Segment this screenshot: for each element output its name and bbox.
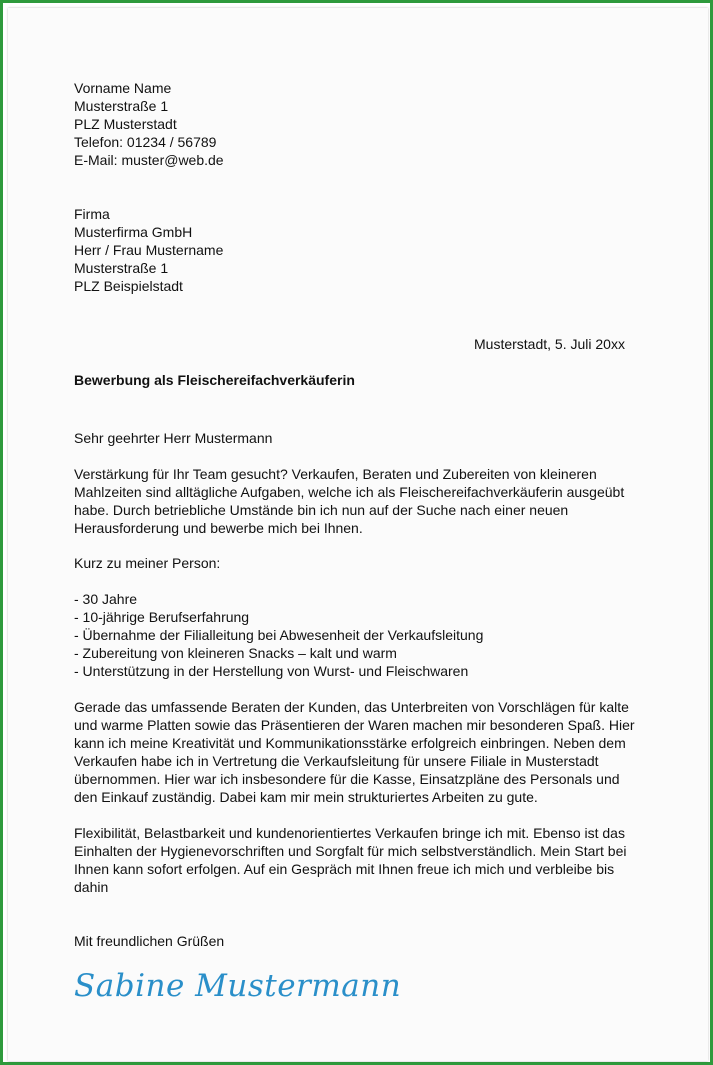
paragraph-line: und warme Platten sowie das Präsentieren der Waren machen mir besonderen Spaß. Hier: [74, 717, 635, 733]
paragraph-line: den Einkauf zuständig. Dabei kam mir mein strukturiertes Arbeiten zu gute.: [74, 789, 538, 805]
salutation-text: Sehr geehrter Herr Mustermann: [74, 430, 273, 446]
recipient-city: PLZ Beispielstadt: [74, 278, 183, 294]
signature-text: Sabine Mustermann: [74, 968, 402, 1004]
list-item: - Zubereitung von kleineren Snacks – kalt und warm: [74, 645, 397, 661]
paragraph-line: habe. Durch betriebliche Umstände bin ich nun auf der Suche nach einer neuen: [74, 502, 569, 518]
letter-page: [8, 8, 708, 1061]
paragraph-intro: [74, 465, 644, 537]
salutation: [74, 429, 272, 447]
closing: [74, 932, 224, 950]
list-item: - Unterstützung in der Herstellung von Wurst- und Fleischwaren: [74, 663, 469, 679]
handwritten-signature: [74, 958, 402, 1015]
recipient-contact: Herr / Frau Mustername: [74, 242, 224, 258]
recipient-company: Musterfirma GmbH: [74, 224, 193, 240]
qualification-list: [74, 590, 483, 680]
recipient-address: [74, 205, 223, 295]
list-item: - 10-jährige Berufserfahrung: [74, 609, 250, 625]
sender-street: Musterstraße 1: [74, 98, 169, 114]
paragraph-line: dahin: [74, 879, 109, 895]
sender-phone: Telefon: 01234 / 56789: [74, 134, 217, 150]
paragraph-line: Flexibilität, Belastbarkeit und kundenorientiertes Verkaufen bringe ich mit. Ebenso ist das: [74, 825, 625, 841]
subject-text: Bewerbung als Fleischereifachverkäuferin: [74, 372, 355, 388]
list-item: - Übernahme der Filialleitung bei Abwesenheit der Verkaufsleitung: [74, 627, 484, 643]
list-item: - 30 Jahre: [74, 591, 138, 607]
recipient-label: Firma: [74, 206, 110, 222]
recipient-street: Musterstraße 1: [74, 260, 169, 276]
paragraph-line: Mahlzeiten sind alltägliche Aufgaben, welche ich als Fleischereifachverkäuferin ausgeübt: [74, 484, 625, 500]
paragraph-line: Verstärkung für Ihr Team gesucht? Verkaufen, Beraten und Zubereiten von kleineren: [74, 466, 597, 482]
person-heading: [74, 554, 220, 572]
closing-text: Mit freundlichen Grüßen: [74, 933, 225, 949]
person-heading-text: Kurz zu meiner Person:: [74, 555, 221, 571]
sender-address: [74, 79, 224, 169]
date-line: Musterstadt, 5. Juli 20xx: [474, 336, 625, 352]
paragraph-line: Herausforderung und bewerbe mich bei Ihnen.: [74, 520, 363, 536]
paragraph-line: Einhalten der Hygienevorschriften und Sorgfalt für mich selbstverständlich. Mein Start bei: [74, 843, 627, 859]
paragraph-line: Gerade das umfassende Beraten der Kunden, das Unterbreiten von Vorschlägen für kalte: [74, 699, 629, 715]
paragraph-line: kann ich meine Kreativität und Kommunikationsstärke erfolgreich einbringen. Neben dem: [74, 735, 626, 751]
paragraph-line: Ihnen kann sofort erfolgen. Auf ein Gespräch mit Ihnen freue ich mich und verbleibe bis: [74, 861, 615, 877]
sender-city: PLZ Musterstadt: [74, 116, 177, 132]
paragraph-closing: [74, 824, 644, 896]
paragraph-line: Verkaufen habe ich in Vertretung die Verkaufsleitung für unsere Filiale in Musterstadt: [74, 753, 599, 769]
paragraph-line: übernommen. Hier war ich insbesondere für die Kasse, Einsatzpläne des Personals und: [74, 771, 620, 787]
paragraph-experience: [74, 698, 644, 806]
signature-graphic: [74, 958, 402, 1010]
sender-name: Vorname Name: [74, 80, 172, 96]
sender-email: E-Mail: muster@web.de: [74, 152, 224, 168]
subject-line: [74, 371, 355, 389]
